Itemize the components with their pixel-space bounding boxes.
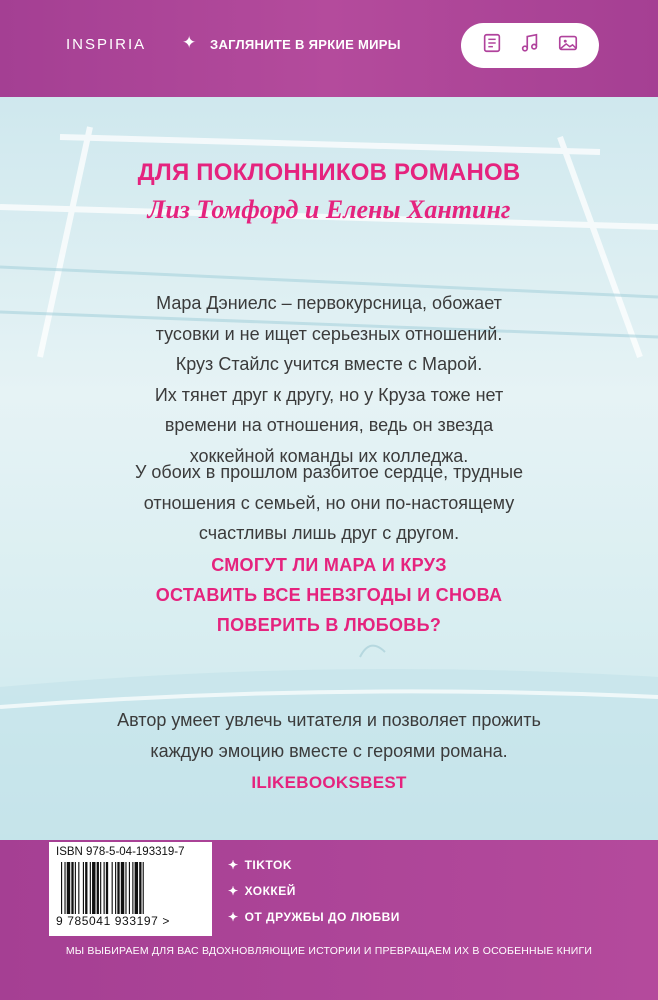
text-line: Автор умеет увлечь читателя и позволяет прожить xyxy=(117,710,541,730)
text-line: отношения с семьей, но они по-настоящему xyxy=(143,492,515,513)
genre-tag-label: TIKTOK xyxy=(244,858,293,872)
text-line: времени на отношения, ведь он звезда xyxy=(164,415,494,435)
text-line: У обоих в прошлом разбитое сердце, трудные xyxy=(134,462,524,482)
media-icons-pill xyxy=(461,23,599,68)
sparkle-icon: ✦ xyxy=(182,33,197,52)
review-author: ILIKEBOOKSBEST xyxy=(251,773,407,792)
text-line: хоккейной команды их колледжа. xyxy=(189,445,469,466)
question-line: СМОГУТ ЛИ МАРА И КРУЗ xyxy=(211,555,447,575)
headline-authors: Лиз Томфорд и Елены Хантинг xyxy=(147,195,511,224)
header-band xyxy=(0,0,658,97)
barcode-image xyxy=(59,862,199,914)
text-line: Их тянет друг к другу, но у Круза тоже нет xyxy=(154,384,504,405)
text-line: Круз Стайлс учится вместе с Марой. xyxy=(175,354,483,374)
barcode-digits: 9 785041 933197 > xyxy=(56,914,170,928)
book-icon xyxy=(481,32,503,59)
sparkle-icon: ✦ xyxy=(228,910,239,924)
music-note-icon xyxy=(519,32,541,59)
image-icon xyxy=(557,32,579,59)
text-line: тусовки и не ищет серьезных отношений. xyxy=(155,323,503,344)
review-quote xyxy=(60,705,598,766)
tagline-question xyxy=(60,550,598,640)
question-line: ОСТАВИТЬ ВСЕ НЕВЗГОДЫ И СНОВА xyxy=(155,585,503,605)
text-line: Мара Дэниелс – первокурсница, обожает xyxy=(156,293,502,313)
tagline: ЗАГЛЯНИТЕ В ЯРКИЕ МИРЫ xyxy=(210,37,401,52)
description-paragraph-1 xyxy=(60,288,598,471)
question-line: ПОВЕРИТЬ В ЛЮБОВЬ? xyxy=(216,615,442,635)
isbn-text: ISBN 978-5-04-193319-7 xyxy=(56,846,185,858)
description-paragraph-2 xyxy=(60,457,598,549)
genre-tag xyxy=(228,878,400,904)
text-line: счастливы лишь друг с другом. xyxy=(198,523,460,543)
sparkle-icon: ✦ xyxy=(228,858,239,872)
genre-tag-label: ОТ ДРУЖБЫ ДО ЛЮБВИ xyxy=(244,910,400,924)
sparkle-icon: ✦ xyxy=(228,884,239,898)
genre-tag xyxy=(228,852,400,878)
publisher-slogan: МЫ ВЫБИРАЕМ ДЛЯ ВАС ВДОХНОВЛЯЮЩИЕ ИСТОРИИ И ПРЕВРАЩАЕМ ИХ В ОСОБЕННЫЕ КНИГИ xyxy=(65,945,593,957)
text-line: каждую эмоцию вместе с героями романа. xyxy=(150,740,508,761)
genre-tags xyxy=(228,852,400,930)
genre-tag-label: ХОККЕЙ xyxy=(244,884,296,898)
headline-fans: ДЛЯ ПОКЛОННИКОВ РОМАНОВ xyxy=(137,159,521,186)
genre-tag xyxy=(228,904,400,930)
brand-logo: INSPIRIA xyxy=(66,36,147,53)
